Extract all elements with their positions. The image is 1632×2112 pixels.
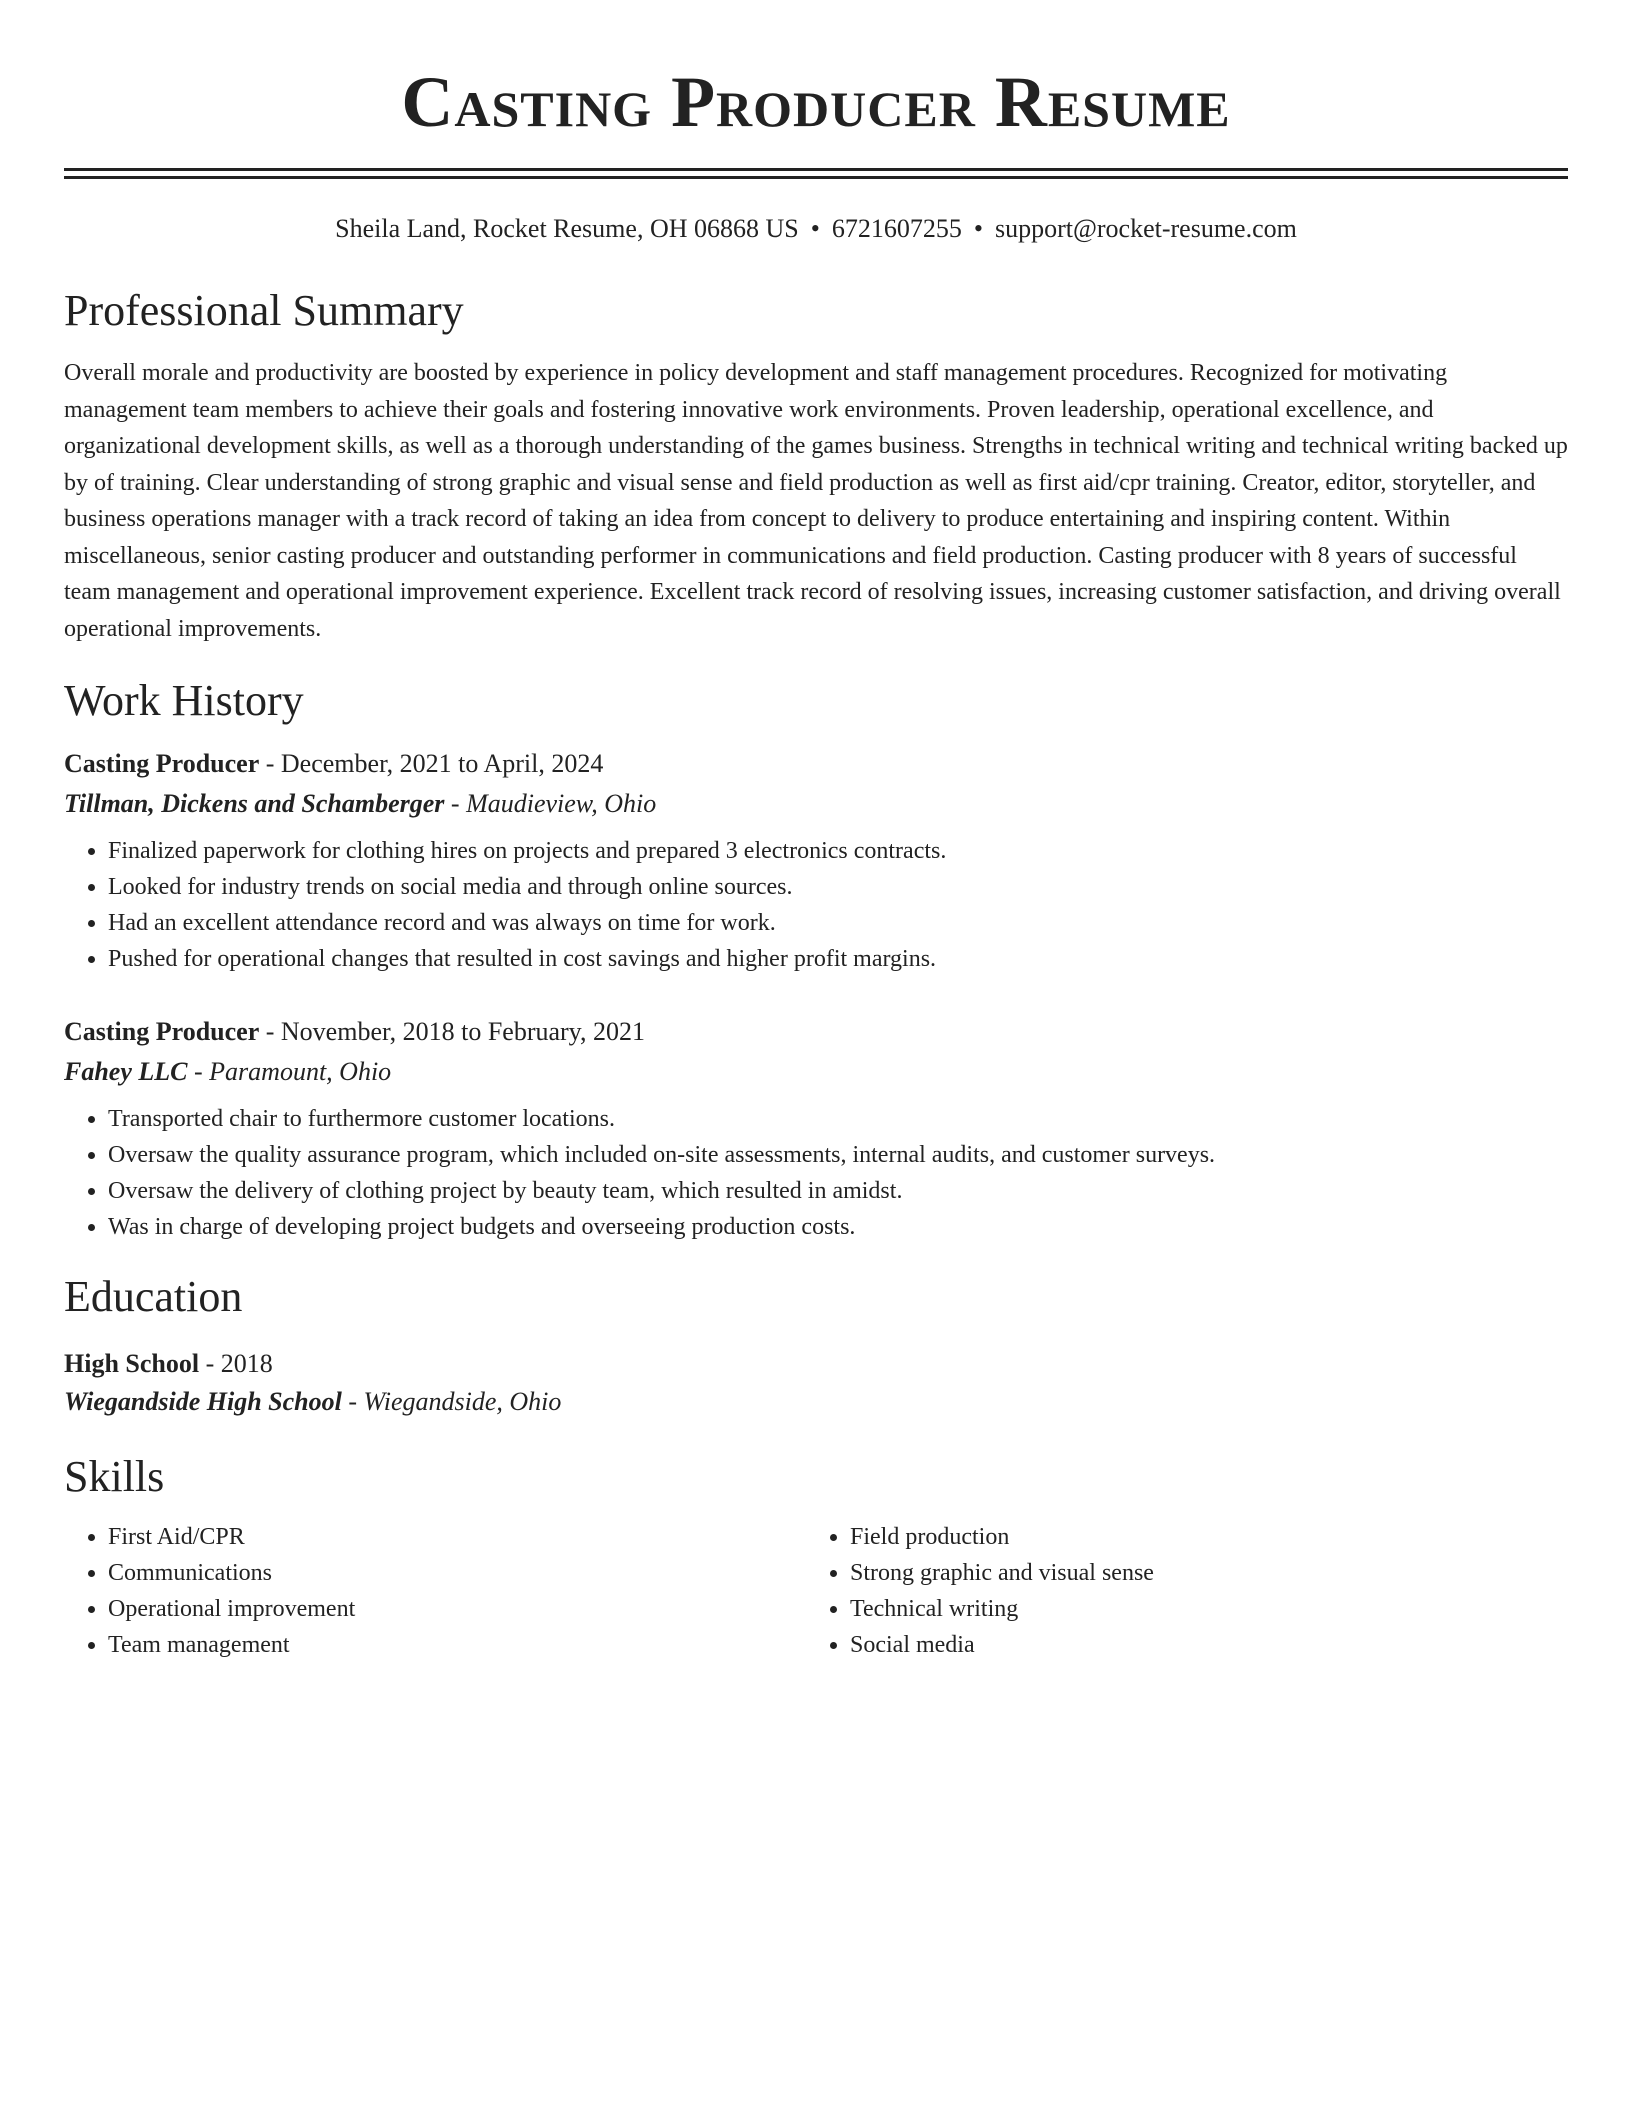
contact-line: [64, 213, 1568, 245]
education-location: Wiegandside, Ohio: [363, 1387, 562, 1416]
section-heading-education: Education: [64, 1272, 243, 1321]
list-item: • Finalized paperwork for clothing hires on projects and prepared 3 electronics contracts.: [108, 833, 1568, 869]
job-title-line: [64, 1015, 1568, 1049]
list-item: • Had an excellent attendance record and was always on time for work.: [108, 905, 1568, 941]
list-item: • Oversaw the quality assurance program, which included on-site assessments, internal audits, and customer surveys.: [108, 1137, 1568, 1173]
list-item: • Oversaw the delivery of clothing project by beauty team, which resulted in amidst.: [108, 1173, 1568, 1209]
section-heading-summary: Professional Summary: [64, 286, 464, 335]
professional-summary-section: [64, 283, 1568, 647]
skill-item: • Team management: [108, 1627, 806, 1663]
contact-separator: •: [810, 214, 820, 243]
list-item: • Transported chair to furthermore customer locations.: [108, 1101, 1568, 1137]
job-company-line: [64, 787, 1568, 821]
job-company: Tillman, Dickens and Schamberger: [64, 789, 445, 818]
section-heading-skills: Skills: [64, 1452, 165, 1501]
education-section: [64, 1269, 1568, 1419]
dash: -: [265, 1017, 275, 1046]
job-bullets: [64, 833, 1568, 977]
summary-text: Overall morale and productivity are boosted by experience in policy development and staff management procedures. Recognized for motivating management team members to achieve their goals and fostering innovative work environments. Proven leadership, operational excellence, and organizational development skills, as well as a thorough understanding of the games business. Strengths in technical writing and technical writing backed up by of training. Clear understanding of strong graphic and visual sense and field production as well as first aid/cpr training. Creator, editor, storyteller, and business operations manager with a track record of taking an idea from concept to delivery to produce entertaining and inspiring content. Within miscellaneous, senior casting producer and outstanding performer in communications and field production. Casting producer with 8 years of successful team management and operational improvement experience. Excellent track record of resolving issues, increasing customer satisfaction, and driving overall operational improvements.: [64, 360, 1568, 642]
job-entry: [64, 747, 1568, 977]
education-school-line: [64, 1385, 1568, 1419]
work-history-section: [64, 673, 1568, 1245]
dash: -: [450, 789, 460, 818]
skills-grid: [64, 1519, 1568, 1663]
job-location: Maudieview, Ohio: [466, 789, 657, 818]
skill-item: • Operational improvement: [108, 1591, 806, 1627]
job-company-line: [64, 1055, 1568, 1089]
job-title-line: [64, 747, 1568, 781]
job-title: Casting Producer: [64, 1017, 260, 1046]
skill-item: • Communications: [108, 1555, 806, 1591]
skills-column-right: [806, 1519, 1548, 1663]
education-entry: [64, 1347, 1568, 1419]
list-item: • Looked for industry trends on social media and through online sources.: [108, 869, 1568, 905]
skill-item: • First Aid/CPR: [108, 1519, 806, 1555]
resume-title: Casting Producer Resume: [401, 62, 1231, 142]
contact-separator: •: [973, 214, 983, 243]
education-degree: High School: [64, 1349, 200, 1378]
job-title: Casting Producer: [64, 749, 260, 778]
job-company: Fahey LLC: [64, 1057, 188, 1086]
education-year: 2018: [220, 1349, 273, 1378]
job-dates: November, 2018 to February, 2021: [280, 1017, 645, 1046]
dash: -: [348, 1387, 358, 1416]
dash: -: [265, 749, 275, 778]
job-bullets: [64, 1101, 1568, 1245]
contact-email: support@rocket-resume.com: [994, 214, 1297, 243]
list-item: • Pushed for operational changes that resulted in cost savings and higher profit margins.: [108, 941, 1568, 977]
skills-section: [64, 1449, 1568, 1663]
skill-item: • Technical writing: [850, 1591, 1548, 1627]
contact-address: Sheila Land, Rocket Resume, OH 06868 US: [335, 214, 799, 243]
title-divider: [64, 168, 1568, 179]
skills-column-left: [64, 1519, 806, 1663]
dash: -: [194, 1057, 203, 1086]
contact-phone: 6721607255: [831, 214, 962, 243]
skill-item: • Social media: [850, 1627, 1548, 1663]
job-entry: [64, 1015, 1568, 1245]
job-dates: December, 2021 to April, 2024: [280, 749, 604, 778]
education-degree-line: [64, 1347, 1568, 1381]
skill-item: • Strong graphic and visual sense: [850, 1555, 1548, 1591]
job-location: Paramount, Ohio: [209, 1057, 392, 1086]
education-school: Wiegandside High School: [64, 1387, 342, 1416]
skill-item: • Field production: [850, 1519, 1548, 1555]
dash: -: [205, 1349, 215, 1378]
list-item: • Was in charge of developing project budgets and overseeing production costs.: [108, 1209, 1568, 1245]
section-heading-work: Work History: [64, 676, 304, 725]
